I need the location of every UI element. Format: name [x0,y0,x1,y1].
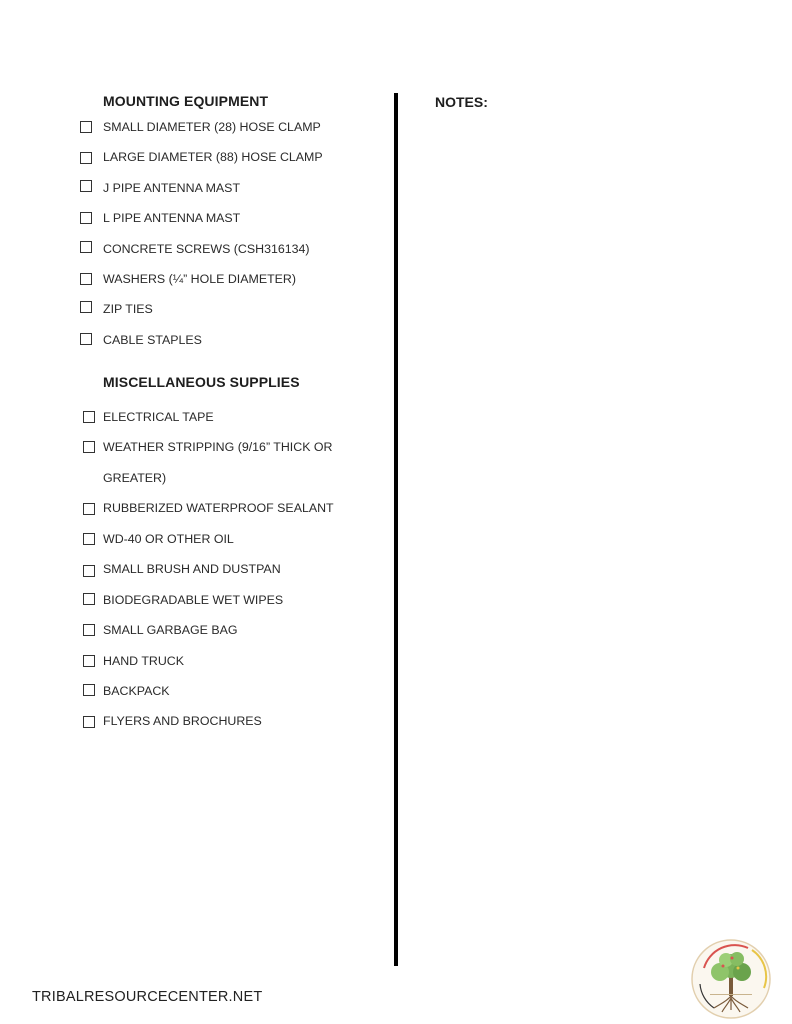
checklist-item: RUBBERIZED WATERPROOF SEALANT [103,501,334,515]
checkbox[interactable] [80,212,92,224]
checklist-item: LARGE DIAMETER (88) HOSE CLAMP [103,150,323,164]
checklist-item: J PIPE ANTENNA MAST [103,181,241,195]
checkbox[interactable] [83,441,95,453]
checklist-item: WD-40 OR OTHER OIL [103,532,234,546]
checkbox[interactable] [80,241,92,253]
checklist-item: ELECTRICAL TAPE [103,410,214,424]
checkbox[interactable] [83,503,95,515]
checkbox[interactable] [83,533,95,545]
checklist-item: WASHERS (¼” HOLE DIAMETER) [103,272,296,286]
tree-logo [690,938,772,1020]
checkbox[interactable] [83,411,95,423]
mounting-equipment-heading: MOUNTING EQUIPMENT [103,93,269,109]
checklist-item: CONCRETE SCREWS (CSH316134) [103,242,310,256]
checkbox[interactable] [80,152,92,164]
checkbox[interactable] [83,684,95,696]
column-divider [394,93,398,966]
checkbox[interactable] [80,273,92,285]
checkbox[interactable] [80,121,92,133]
notes-area[interactable] [430,118,760,958]
checkbox[interactable] [83,655,95,667]
checklist-item: ZIP TIES [103,302,153,316]
checkbox[interactable] [83,593,95,605]
checklist-item: SMALL BRUSH AND DUSTPAN [103,562,281,576]
checkbox[interactable] [83,716,95,728]
notes-label: NOTES: [435,94,488,110]
checkbox[interactable] [80,333,92,345]
checklist-item: BIODEGRADABLE WET WIPES [103,593,284,607]
checkbox[interactable] [83,624,95,636]
checklist-item: CABLE STAPLES [103,333,202,347]
checkbox[interactable] [80,180,92,192]
miscellaneous-supplies-heading: MISCELLANEOUS SUPPLIES [103,374,300,390]
checklist-item: BACKPACK [103,684,170,698]
footer-website: TRIBALRESOURCECENTER.NET [32,989,263,1005]
checkbox[interactable] [83,565,95,577]
checklist-item: WEATHER STRIPPING (9/16” THICK OR [103,440,333,454]
checkbox[interactable] [80,301,92,313]
checklist-item: FLYERS AND BROCHURES [103,714,262,728]
checklist-item: HAND TRUCK [103,654,185,668]
checklist-item: SMALL GARBAGE BAG [103,623,238,637]
checklist-item-continuation: GREATER) [103,471,167,485]
checklist-item: L PIPE ANTENNA MAST [103,211,241,225]
checklist-item: SMALL DIAMETER (28) HOSE CLAMP [103,120,321,134]
